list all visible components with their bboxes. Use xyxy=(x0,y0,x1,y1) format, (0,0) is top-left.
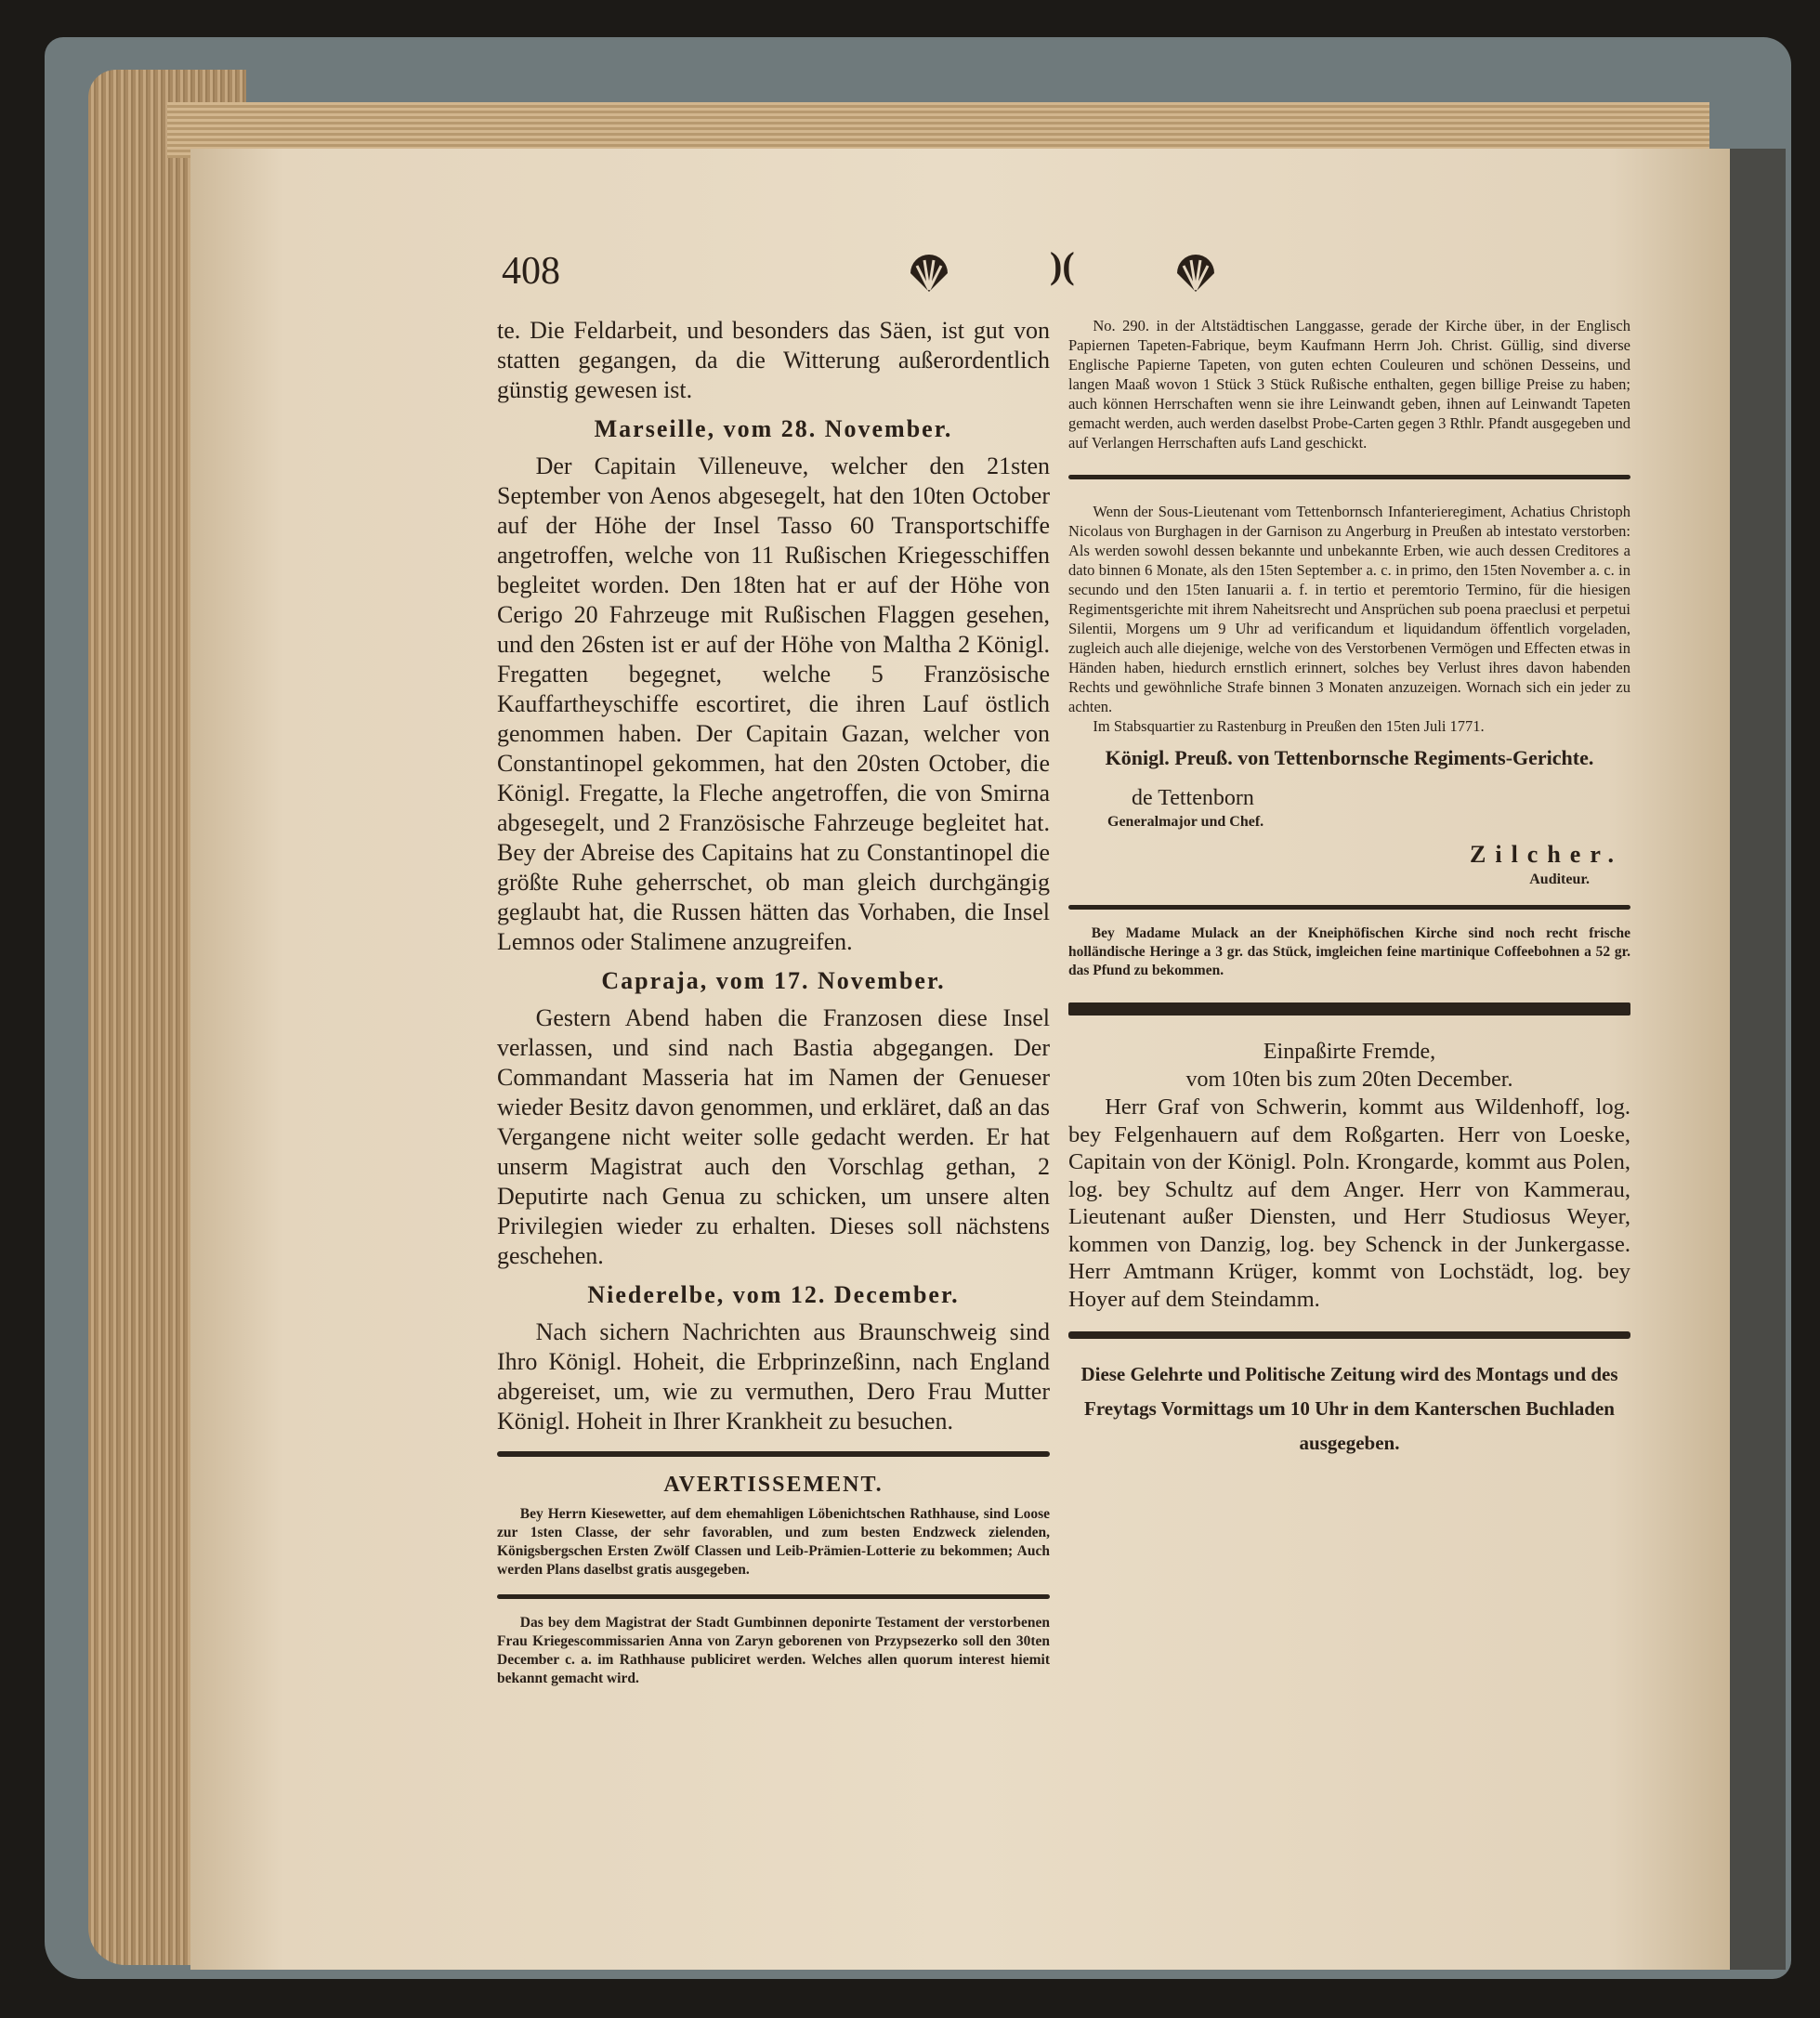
article-capraja: Gestern Abend haben die Franzosen diese Insel verlassen, und sind nach Bastia abgegangen. Der Commandant Masseria hat im Namen der Genueser wieder Besitz davon genommen, und erkläret, daß an das Vergangene nicht weiter solle gedacht werden. Er hat unserm Magistrat auch den Vorschlag gethan, 2 Deputirte nach Genua zu schicken, um unsere alten Privilegien wieder zu erhalten. Dieses soll nächstens geschehen. xyxy=(497,1004,1050,1269)
article-marseille: Der Capitain Villeneuve, welcher den 21sten September von Aenos abgesegelt, hat den 10ten October auf der Höhe der Insel Tasso 60 Transportschiffe angetroffen, welche von 11 Rußischen Kriegesschiffen begleitet worden. Den 18ten hat er auf der Höhe von Cerigo 20 Fahrzeuge mit Rußischen Flaggen gesehen, und den 26sten ist er auf der Höhe von Maltha 2 Königl. Fregatten begegnet, welche 5 Französische Kauffartheyschiffe escortiret, die ihren Lauf östlich genommen haben. Der Capitain Gazan, welcher von Constantinopel gekommen, hat den 20sten October, die Königl. Fregatte, la Fleche angetroffen, die von Smirna abgesegelt, und 2 Französische Fahrzeuge begleitet hat. Bey der Abreise des Capitains hat zu Constantinopel die größte Ruhe geherrschet, ob man gleich durchgängig geglaubt hat, die Russen hätten das Vorhaben, die Insel Lemnos oder Stalimene anzugreifen. xyxy=(497,452,1050,955)
heading-capraja: Capraja, vom 17. November. xyxy=(601,967,946,994)
thick-divider xyxy=(1068,1002,1630,1016)
page-number: 408 xyxy=(502,250,560,293)
signature-zilcher: Zilcher. xyxy=(1470,841,1623,868)
left-column xyxy=(497,316,1050,1688)
article-continuation: te. Die Feldarbeit, und besonders das Säen, ist gut von statten gegangen, da die Witterung außerordentlich günstig gewesen ist. xyxy=(497,317,1050,403)
heading-regiment-court: Königl. Preuß. von Tettenbornsche Regiments-Gerichte. xyxy=(1105,746,1594,769)
divider xyxy=(1068,905,1630,910)
arrivals-list: Herr Graf von Schwerin, kommt aus Wildenhoff, log. bey Felgenhauern auf dem Roßgarten. Herr von Loeske, Capitain von der Königl. Poln. Krongarde, kommt aus Polen, log. bey Schultz auf dem Anger. Herr von Kammerau, Lieutenant außer Diensten, und Herr Studiosus Weyer, kommen von Danzig, log. bey Schenck in der Junkergasse. Herr Amtmann Krüger, kommt von Lochstädt, log. bey Hoyer auf dem Steindamm. xyxy=(1068,1094,1630,1312)
thick-divider xyxy=(1068,1331,1630,1339)
facing-page-edge xyxy=(1730,149,1786,1970)
signature-tettenborn: de Tettenborn xyxy=(1132,786,1254,810)
notice-testament: Das bey dem Magistrat der Stadt Gumbinnen deponirte Testament der verstorbenen Frau Kriegescommissarien Anna von Zaryn geborenen von Przypsezerko soll den 30ten December c. a. im Rathhause publiciret werden. Welches allen quorum interest hiemit bekannt gemacht wird. xyxy=(497,1615,1050,1686)
shell-ornament-icon xyxy=(906,253,952,303)
colophon: Diese Gelehrte und Politische Zeitung wird des Montags und des Freytags Vormittags um 10 Uhr in dem Kanterschen Buchladen ausgegeben. xyxy=(1080,1363,1618,1454)
divider xyxy=(1068,475,1630,479)
signature-title: Auditeur. xyxy=(1529,871,1590,887)
heading-arrivals-date: vom 10ten bis zum 20ten December. xyxy=(1185,1068,1513,1092)
signature-title: Generalmajor und Chef. xyxy=(1107,814,1264,830)
heading-niederelbe: Niederelbe, vom 12. December. xyxy=(587,1281,960,1308)
notice-summons-date: Im Stabsquartier zu Rastenburg in Preußen den 15ten Juli 1771. xyxy=(1093,717,1485,735)
article-niederelbe: Nach sichern Nachrichten aus Braunschweig sind Ihro Königl. Hoheit, die Erbprinzeßinn, nach England abgereiset, um, wie zu vermuthen, Dero Frau Mutter Königl. Hoheit in Ihrer Krankheit zu besuchen. xyxy=(497,1318,1050,1435)
bracket-ornament-icon: )( xyxy=(1050,244,1075,286)
divider xyxy=(497,1594,1050,1599)
notice-lottery: Bey Herrn Kiesewetter, auf dem ehemahligen Löbenichtschen Rathhause, sind Loose zur 1sten Classe, der sehr favorablen, und zum besten Endzweck zielenden, Königsbergschen Ersten Zwölf Classen und Leib-Prämien-Lotterie zu bekommen; Auch werden Plans daselbst gratis ausgegeben. xyxy=(497,1506,1050,1578)
divider xyxy=(497,1451,1050,1457)
notice-mulack: Bey Madame Mulack an der Kneiphöfischen Kirche sind noch recht frische holländische Heringe a 3 gr. das Stück, imgleichen feine martinique Coffeebohnen a 52 gr. das Pfund zu bekommen. xyxy=(1068,925,1630,978)
notice-summons: Wenn der Sous-Lieutenant vom Tettenbornsch Infanterieregiment, Achatius Christoph Nicolaus von Burghagen in der Garnison zu Angerburg in Preußen ab intestato verstorben: Als werden sowohl dessen bekannte und unbekannte Erben, wie auch dessen Creditores a dato binnen 6 Monate, als den 15ten September a. c. in primo, den 15ten November a. c. in secundo und den 15ten Ianuarii a. f. in tertio et peremtorio Termino, für die hiesigen Regimentsgerichte mit ihrem Naheitsrecht und Ansprüchen sub poena praeclusi et perpetui Silentii, Morgens um 9 Uhr ad verificandum et liquidandum öffentlich vorgeladen, zugleich auch alle diejenige, welche von des Verstorbenen Vermögen und Effecten etwas in Händen haben, hiedurch ernstlich erinnert, solches bey Verlust ihres davon habenden Rechts und gewöhnliche Strafe binnen 3 Monaten anzuzeigen. Wornach sich ein jeder zu achten. xyxy=(1068,503,1630,715)
notice-tapeten: No. 290. in der Altstädtischen Langgasse, gerade der Kirche über, in der Englisch Papiernen Tapeten-Fabrique, beym Kaufmann Herrn Joh. Christ. Güllig, sind diverse Englische Papierne Tapeten, von guten echten Couleuren und schönen Desseins, und langen Maaß wovon 1 Stück 3 Stück Rußische enthalten, gegen billige Preise zu haben; auch können Herrschaften wenn sie ihre Leinwandt geben, ihnen auf Leinwandt Tapeten gemacht werden, auch werden daselbst Probe-Carten gegen 3 Rthlr. Pfandt ausgegeben und auf Verlangen Herrschaften aufs Land geschickt. xyxy=(1068,317,1630,452)
heading-avertissement: AVERTISSEMENT. xyxy=(663,1473,884,1497)
heading-arrivals: Einpaßirte Fremde, xyxy=(1263,1040,1436,1064)
heading-marseille: Marseille, vom 28. November. xyxy=(594,415,953,442)
shell-ornament-icon xyxy=(1172,253,1219,303)
right-column xyxy=(1068,316,1630,1461)
